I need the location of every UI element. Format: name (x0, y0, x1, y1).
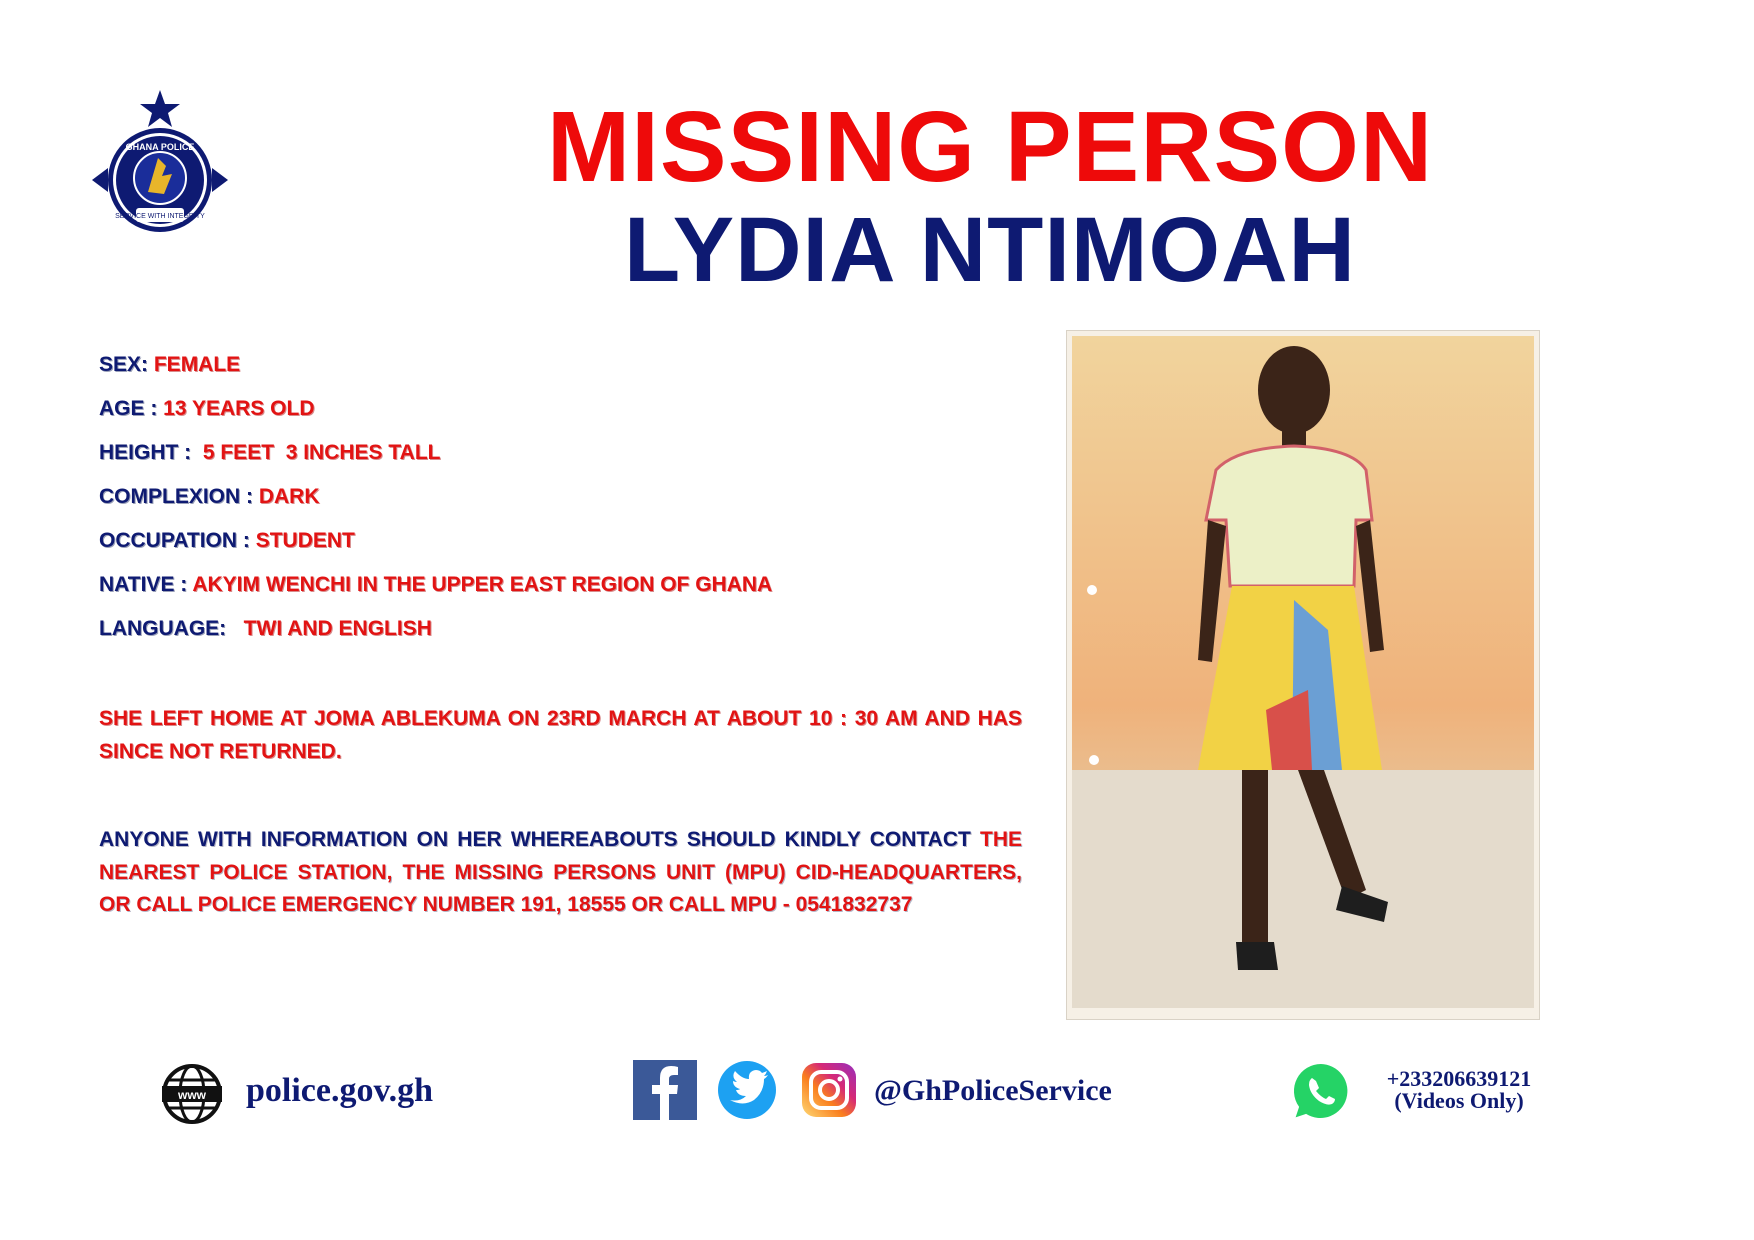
ghana-police-logo-icon (92, 88, 228, 238)
whatsapp-icon[interactable] (1290, 1060, 1352, 1122)
facebook-icon[interactable] (633, 1060, 697, 1120)
www-globe-icon (162, 1064, 222, 1124)
website-link[interactable]: police.gov.gh (246, 1072, 434, 1109)
detail-sex: SEX: FEMALE (99, 353, 241, 376)
circumstance-text: SHE LEFT HOME AT JOMA ABLEKUMA ON 23RD MARCH AT ABOUT 10 : 30 AM AND HAS SINCE NOT RETURNED. (99, 707, 1022, 763)
social-handle[interactable]: @GhPoliceService (874, 1074, 1112, 1107)
detail-language: LANGUAGE: TWI AND ENGLISH (99, 617, 432, 640)
detail-occupation: OCCUPATION : STUDENT (99, 529, 355, 552)
page-title: MISSING PERSON (546, 91, 1434, 203)
whatsapp-note: (Videos Only) (1394, 1088, 1524, 1113)
detail-complexion: COMPLEXION : DARK (99, 485, 320, 508)
twitter-icon[interactable] (716, 1060, 778, 1120)
detail-age: AGE : 13 YEARS OLD (99, 397, 315, 420)
detail-native: NATIVE : AKYIM WENCHI IN THE UPPER EAST REGION OF GHANA (99, 573, 773, 596)
instagram-icon[interactable] (800, 1060, 858, 1120)
missing-person-photo (1066, 330, 1540, 1020)
whatsapp-number: +233206639121 (1386, 1066, 1532, 1091)
svg-text:www: www (177, 1088, 207, 1102)
missing-person-name: LYDIA NTIMOAH (624, 199, 1356, 301)
whatsapp-contact[interactable] (1362, 1068, 1556, 1112)
appeal-text: ANYONE WITH INFORMATION ON HER WHEREABOUTS SHOULD KINDLY CONTACT THE NEAREST POLICE STATION, THE MISSING PERSONS UNIT (MPU) CID-HEADQUARTERS, OR CALL POLICE EMERGENCY NUMBER 191, 18555 OR CALL MPU - 0541832737 (99, 828, 1022, 916)
svg-text:SERVICE WITH INTEGRITY: SERVICE WITH INTEGRITY (115, 213, 205, 220)
detail-height: HEIGHT : 5 FEET 3 INCHES TALL (99, 441, 441, 464)
svg-text:GHANA POLICE: GHANA POLICE (125, 142, 195, 152)
